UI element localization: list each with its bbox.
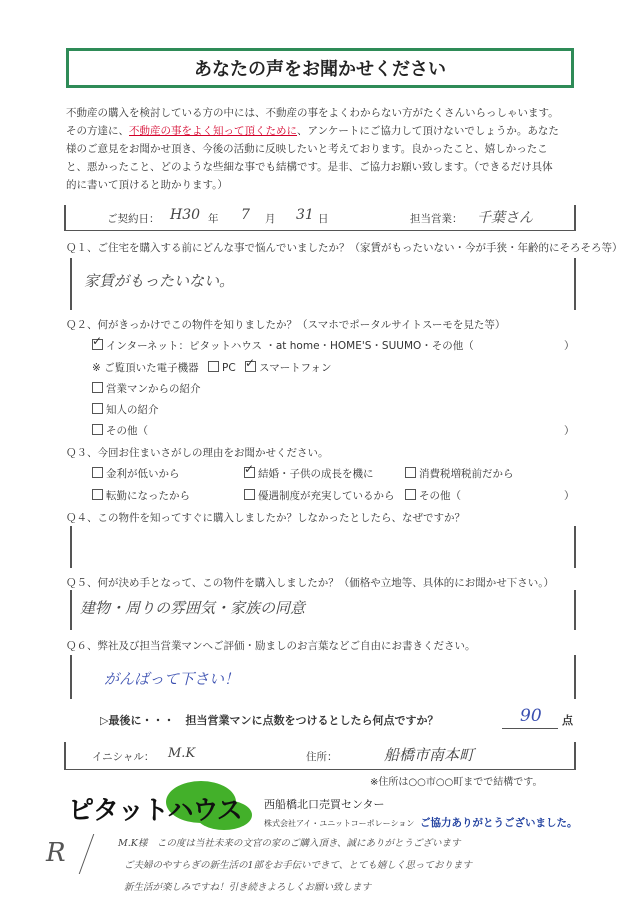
thanks-text: ご協力ありがとうございました。: [420, 817, 578, 829]
q2-device-pc: PC: [221, 362, 236, 374]
corp-name: 株式会社アイ・ユニットコーポレーション: [264, 819, 415, 828]
q3-question: Ｑ３、今回お住まいさがしの理由をお聞かせください。: [66, 447, 329, 459]
checkbox-icon[interactable]: [92, 424, 103, 435]
checkbox-icon[interactable]: [92, 403, 103, 414]
reply-line-2: ご夫婦のやすらぎの新生活の1部をお手伝いできて、とても嬉しく思っております: [124, 860, 472, 871]
sales-rep-value[interactable]: 千葉さん: [477, 210, 533, 226]
q1-answer: 家賃がもったいない。: [84, 272, 235, 290]
q3-opt-6-label: その他（: [419, 490, 461, 502]
q6-question: Ｑ６、弊社及び担当営業マンへご評価・励ましのお言葉などご自由にお書きください。: [66, 640, 476, 652]
score-underline: [502, 728, 558, 729]
q3-opt-1-label: 金利が低いから: [106, 468, 180, 480]
contract-day[interactable]: 31: [296, 207, 314, 223]
sales-rep-label: 担当営業：: [410, 213, 463, 225]
q3-close-paren: ）: [564, 490, 575, 502]
q5-question: Ｑ５、何が決め手となって、この物件を購入しましたか？（価格や立地等、具体的にお聞かせ下さい。）: [66, 577, 555, 589]
page-title: あなたの声をお聞かせください: [66, 48, 574, 88]
contract-era[interactable]: H30: [170, 207, 201, 223]
q2-opt-acquaintance-label: 知人の紹介: [106, 404, 159, 416]
q2-opt-acquaintance[interactable]: [92, 402, 159, 417]
intro-line-2: [66, 122, 582, 140]
q3-opt-5-label: 優遇制度が充実しているから: [258, 490, 395, 502]
q3-opt-4-label: 転勤になったから: [106, 490, 190, 502]
score-unit: 点: [562, 714, 573, 727]
checkbox-pc-icon[interactable]: [208, 361, 219, 372]
initial-row-underline: [64, 769, 576, 770]
q2-opt-sales[interactable]: [92, 381, 201, 396]
initial-value[interactable]: M.K: [168, 746, 196, 761]
q3-opt-3-label: 消費税増税前だから: [419, 468, 514, 480]
checkbox-icon[interactable]: [244, 489, 255, 500]
contract-month-label: 月: [265, 213, 276, 225]
intro-line-4: と、悪かったこと、どのような些細な事でも結構です。是非、ご協力お願い致します。（できるだけ具体: [66, 161, 553, 173]
intro-line-5: 的に書いて頂けると助かります。）: [66, 179, 228, 191]
q3-opt-2[interactable]: [244, 466, 374, 481]
reply-mark: R: [46, 838, 66, 868]
q2-device-phone: スマートフォン: [259, 362, 332, 374]
q3-opt-4[interactable]: [92, 488, 190, 503]
intro-line-3: 様のご意見をお聞かせ頂き、今後の活動に反映したいと考えております。良かったこと、嬉しかったこ: [66, 143, 548, 155]
q2-opt-internet-label: インターネット：ピタットハウス ・at home・HOME'S・SUUMO・その他（: [106, 340, 474, 352]
checkbox-icon[interactable]: [92, 382, 103, 393]
checkbox-checked-icon[interactable]: [92, 339, 103, 350]
contract-date-label: ご契約日：: [107, 213, 160, 225]
address-label: 住所：: [306, 751, 338, 763]
q2-opt-other-label: その他（: [106, 425, 148, 437]
q2-close-paren-2: ）: [564, 425, 575, 437]
score-value[interactable]: 90: [520, 706, 542, 726]
q2-question: Ｑ２、何がきっかけでこの物件を知りましたか？（スマホでポータルサイトスーモを見た等）: [66, 319, 506, 331]
contract-year-label: 年: [208, 213, 219, 225]
intro-line-2-pre: その方達に、: [66, 125, 129, 137]
intro-line-2-post: 、アンケートにご協力して頂けないでしょうか。あなた: [297, 125, 559, 137]
q2-opt-other[interactable]: [92, 423, 148, 438]
q2-opt-internet[interactable]: [92, 338, 474, 353]
initial-label: イニシャル：: [92, 751, 155, 763]
contract-row-underline: [64, 230, 576, 231]
q2-close-paren-1: ）: [564, 340, 575, 352]
q3-opt-5[interactable]: [244, 488, 395, 503]
q3-opt-6[interactable]: [405, 488, 461, 503]
checkbox-icon[interactable]: [405, 489, 416, 500]
reply-line-3: 新生活が楽しみですね！引き続きよろしくお願い致します: [124, 882, 372, 893]
company-logo: ピタットハウス: [68, 796, 242, 826]
score-question: ▷最後に・・・ 担当営業マンに点数をつけるとしたら何点ですか？: [100, 714, 439, 727]
q2-device-row: [92, 360, 331, 375]
contract-month[interactable]: 7: [241, 207, 250, 223]
branch-name: 西船橋北口売買センター: [264, 798, 385, 811]
checkbox-icon[interactable]: [405, 467, 416, 478]
reply-line-1: M.K様 この度は当社未来の文官の家のご購入頂き、誠にありがとうございます: [118, 838, 461, 849]
intro-highlight: 不動産の事をよく知って頂くために: [129, 125, 297, 137]
q6-answer: がんばって下さい！: [104, 670, 240, 688]
q4-question: Ｑ４、この物件を知ってすぐに購入しましたか？しなかったとしたら、なぜですか？: [66, 512, 465, 524]
address-note: ※住所は○○市○○町までで結構です。: [370, 777, 543, 788]
q3-opt-3[interactable]: [405, 466, 514, 481]
q5-answer: 建物・周りの雰囲気・家族の同意: [80, 599, 306, 617]
q2-device-note: ※ ご覧頂いた電子機器: [92, 362, 199, 374]
q3-opt-2-label: 結婚・子供の成長を機に: [258, 468, 374, 480]
checkbox-icon[interactable]: [92, 489, 103, 500]
checkbox-checked-icon[interactable]: [244, 467, 255, 478]
checkbox-icon[interactable]: [92, 467, 103, 478]
address-value[interactable]: 船橋市南本町: [384, 746, 475, 764]
checkbox-smartphone-icon[interactable]: [245, 361, 256, 372]
q2-opt-sales-label: 営業マンからの紹介: [106, 383, 201, 395]
intro-line-1: 不動産の購入を検討している方の中には、不動産の事をよくわからない方がたくさんいらっしゃいます。: [66, 107, 559, 119]
q1-question: Ｑ１、ご住宅を購入する前にどんな事で悩んでいましたか？（家賃がもったいない・今が手狭・年齢的にそろそろ等）: [66, 242, 623, 254]
q3-opt-1[interactable]: [92, 466, 180, 481]
q4-answer-box[interactable]: [70, 526, 576, 568]
contract-day-label: 日: [318, 213, 329, 225]
intro-text: [66, 104, 582, 194]
